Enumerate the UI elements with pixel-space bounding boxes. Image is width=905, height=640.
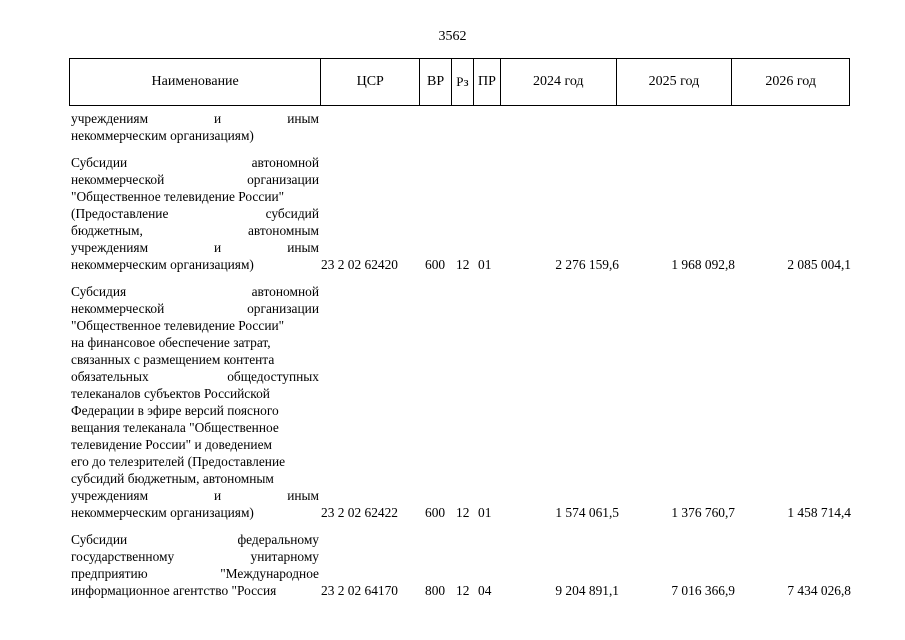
name-word: некоммерческой [71,301,165,316]
name-line [71,470,319,487]
cell-rz: 12 [456,505,470,520]
name-word: телевидение России" и доведением [71,437,273,452]
name-line [71,222,319,239]
name-line [71,351,319,368]
cell-y2025: 1 968 092,8 [671,257,735,272]
header-2025: 2025 год [616,59,732,105]
name-line [71,334,319,351]
name-word: некоммерческой [71,172,165,187]
name-line [71,419,319,436]
header-name: Наименование [151,74,239,89]
row-name [71,154,319,273]
name-word: Субсидии [71,155,128,170]
name-word: учреждениям [71,488,149,503]
cell-y2025: 7 016 366,9 [671,583,735,598]
row-name [71,283,319,521]
name-word: автономной [251,284,319,299]
name-line [71,300,319,317]
name-word: обязательных [71,369,149,384]
header-pr: ПР [473,59,500,105]
table-header [69,58,850,106]
name-word: на финансовое обеспечение затрат, [71,335,271,350]
name-line [71,368,319,385]
name-word: общедоступных [227,369,319,384]
name-word: информационное агентство "Россия [71,583,277,598]
name-word: учреждениям [71,240,149,255]
name-word: организации [247,172,319,187]
name-word: Федерации в эфире версий поясного [71,403,279,418]
name-line [71,188,319,205]
name-word: связанных с размещением контента [71,352,275,367]
name-line [71,531,319,548]
name-word: государственному [71,549,175,564]
name-word: некоммерческим организациям) [71,257,254,272]
name-line [71,565,319,582]
cell-y2024: 2 276 159,6 [555,257,619,272]
name-line [71,504,319,521]
name-line [71,283,319,300]
name-word: субсидий [265,206,319,221]
cell-y2026: 7 434 026,8 [787,583,851,598]
name-word: иным [287,488,319,503]
cell-pr: 01 [478,257,492,272]
row-name [71,110,319,144]
cell-csr: 23 2 02 62422 [321,505,398,520]
name-line [71,453,319,470]
name-word: учреждениям [71,111,149,126]
name-word: телеканалов субъектов Российской [71,386,270,401]
name-word: организации [247,301,319,316]
cell-vr: 800 [425,583,446,598]
cell-rz: 12 [456,583,470,598]
cell-rz: 12 [456,257,470,272]
name-word: унитарному [250,549,319,564]
cell-y2024: 9 204 891,1 [555,583,619,598]
name-word: и [214,488,222,503]
page-number: 3562 [438,29,467,44]
header-2024: 2024 год [500,59,616,105]
name-word: иным [287,111,319,126]
name-word: Субсидии [71,532,128,547]
name-word: субсидий бюджетным, автономным [71,471,274,486]
name-word: автономным [247,223,319,238]
name-word: и [214,111,222,126]
name-word: "Международное [220,566,319,581]
cell-vr: 600 [425,257,446,272]
name-word: бюджетным, [71,223,143,238]
name-word: некоммерческим организациям) [71,505,254,520]
name-line [71,402,319,419]
row-name [71,531,319,599]
name-word: (Предоставление [71,206,169,221]
header-2026: 2026 год [731,59,849,105]
cell-csr: 23 2 02 64170 [321,583,398,598]
name-line [71,582,319,599]
name-word: автономной [251,155,319,170]
name-line [71,239,319,256]
name-line [71,317,319,334]
cell-csr: 23 2 02 62420 [321,257,398,272]
name-line [71,154,319,171]
name-word: некоммерческим организациям) [71,128,254,143]
name-word: Субсидия [71,284,127,299]
header-vr: ВР [419,59,451,105]
header-csr: ЦСР [320,59,419,105]
cell-y2026: 2 085 004,1 [787,257,851,272]
cell-y2024: 1 574 061,5 [555,505,619,520]
name-word: предприятию [71,566,148,581]
name-line [71,110,319,127]
name-word: федеральному [237,532,319,547]
name-word: вещания телеканала "Общественное [71,420,279,435]
name-line [71,256,319,273]
name-line [71,171,319,188]
name-word: и [214,240,222,255]
name-line [71,205,319,222]
cell-pr: 01 [478,505,492,520]
name-word: иным [287,240,319,255]
name-line [71,436,319,453]
cell-y2025: 1 376 760,7 [671,505,735,520]
name-line [71,487,319,504]
name-word: его до телезрителей (Предоставление [71,454,286,469]
name-word: "Общественное телевидение России" [71,318,285,333]
name-line [71,127,319,144]
name-word: "Общественное телевидение России" [71,189,285,204]
cell-pr: 04 [478,583,492,598]
cell-y2026: 1 458 714,4 [787,505,851,520]
header-rz: Рз [451,59,473,105]
name-line [71,548,319,565]
name-line [71,385,319,402]
cell-vr: 600 [425,505,446,520]
